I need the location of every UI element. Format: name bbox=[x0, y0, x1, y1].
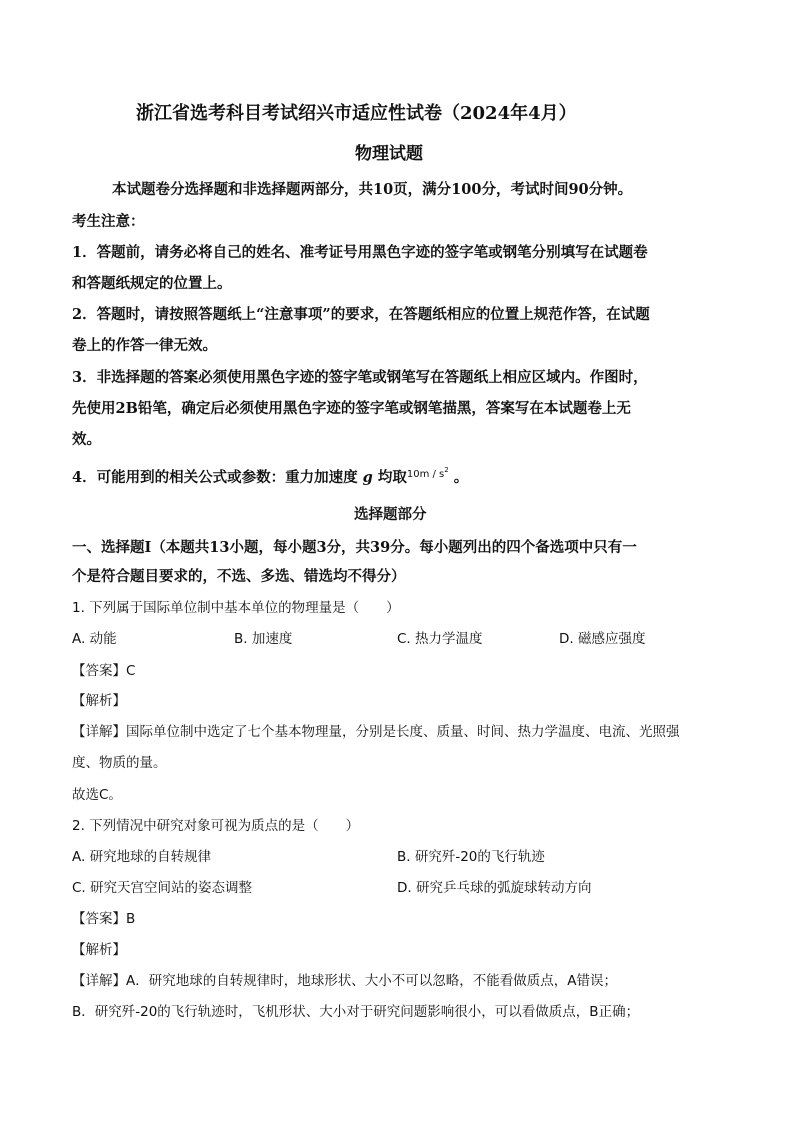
notice-item-4-suffix: 。 bbox=[448, 469, 469, 486]
notice-item-1-line-2: 和答题纸规定的位置上。 bbox=[72, 275, 232, 292]
notice-item-3-line-2: 先使用2B铅笔，确定后必须使用黑色字迹的签字笔或钢笔描黑，答案写在本试题卷上无 bbox=[72, 400, 631, 417]
question-2-analysis: 【解析】 bbox=[72, 942, 126, 958]
notice-item-4-prefix: 4．可能用到的相关公式或参数：重力加速度 bbox=[72, 469, 363, 486]
question-2-detail-line-1: 【详解】A．研究地球的自转规律时，地球形状、大小不可以忽略，不能看做质点，A错误； bbox=[72, 973, 617, 989]
gravity-value-text: 10m / s bbox=[406, 469, 445, 480]
question-2-option-d: D. 研究乒乓球的弧旋球转动方向 bbox=[397, 880, 592, 896]
gravity-symbol: g bbox=[362, 469, 373, 486]
notice-item-2-line-2: 卷上的作答一律无效。 bbox=[72, 337, 217, 354]
question-1-stem: 1. 下列属于国际单位制中基本单位的物理量是（ ） bbox=[72, 600, 400, 616]
question-1-detail-line-2: 度、物质的量。 bbox=[72, 755, 167, 771]
question-1-option-d: D. 磁感应强度 bbox=[559, 631, 646, 647]
part-heading-line-2: 个是符合题目要求的，不选、多选、错选均不得分） bbox=[72, 568, 406, 585]
question-2-stem: 2. 下列情况中研究对象可视为质点的是（ ） bbox=[72, 818, 360, 834]
notice-item-3-line-1: 3．非选择题的答案必须使用黑色字迹的签字笔或钢笔写在答题纸上相应区域内。作图时， bbox=[72, 369, 648, 386]
exam-subject: 物理试题 bbox=[355, 144, 423, 164]
question-1-analysis: 【解析】 bbox=[72, 693, 126, 709]
question-2-option-c: C. 研究天宫空间站的姿态调整 bbox=[72, 880, 253, 896]
notice-item-1-line-1: 1．答题前，请务必将自己的姓名、准考证号用黑色字迹的签字笔或钢笔分别填写在试题卷 bbox=[72, 244, 648, 261]
question-2-option-b: B. 研究歼-20的飞行轨迹 bbox=[397, 849, 545, 865]
notice-heading: 考生注意： bbox=[72, 213, 145, 230]
notice-item-3-line-3: 效。 bbox=[72, 431, 101, 448]
part-heading-line-1: 一、选择题Ⅰ（本题共13小题，每小题3分，共39分。每小题列出的四个备选项中只有一 bbox=[72, 539, 637, 556]
question-1-answer: 【答案】C bbox=[72, 663, 136, 679]
notice-item-2-line-1: 2．答题时，请按照答题纸上“注意事项”的要求，在答题纸相应的位置上规范作答，在试题 bbox=[72, 306, 650, 323]
gravity-value bbox=[406, 466, 449, 480]
exam-intro: 本试题卷分选择题和非选择题两部分，共10页，满分100分，考试时间90分钟。 bbox=[112, 181, 633, 198]
notice-item-4 bbox=[72, 468, 468, 490]
gravity-exponent: 2 bbox=[444, 466, 449, 474]
section-title: 选择题部分 bbox=[354, 506, 427, 523]
question-2-answer: 【答案】B bbox=[72, 911, 136, 927]
notice-item-4-mid: 均取 bbox=[372, 469, 407, 486]
question-1-option-b: B. 加速度 bbox=[234, 631, 293, 647]
question-2-detail-line-2: B．研究歼-20的飞行轨迹时，飞机形状、大小对于研究问题影响很小，可以看做质点，B正确； bbox=[72, 1004, 640, 1020]
question-2-option-a: A. 研究地球的自转规律 bbox=[72, 849, 212, 865]
question-1-detail-line-1: 【详解】国际单位制中选定了七个基本物理量，分别是长度、质量、时间、热力学温度、电流、光照强 bbox=[72, 724, 680, 740]
question-1-conclusion: 故选C。 bbox=[72, 787, 122, 803]
question-1-option-c: C. 热力学温度 bbox=[397, 631, 483, 647]
question-1-option-a: A. 动能 bbox=[72, 631, 117, 647]
exam-title: 浙江省选考科目考试绍兴市适应性试卷（2024年4月） bbox=[136, 103, 577, 124]
